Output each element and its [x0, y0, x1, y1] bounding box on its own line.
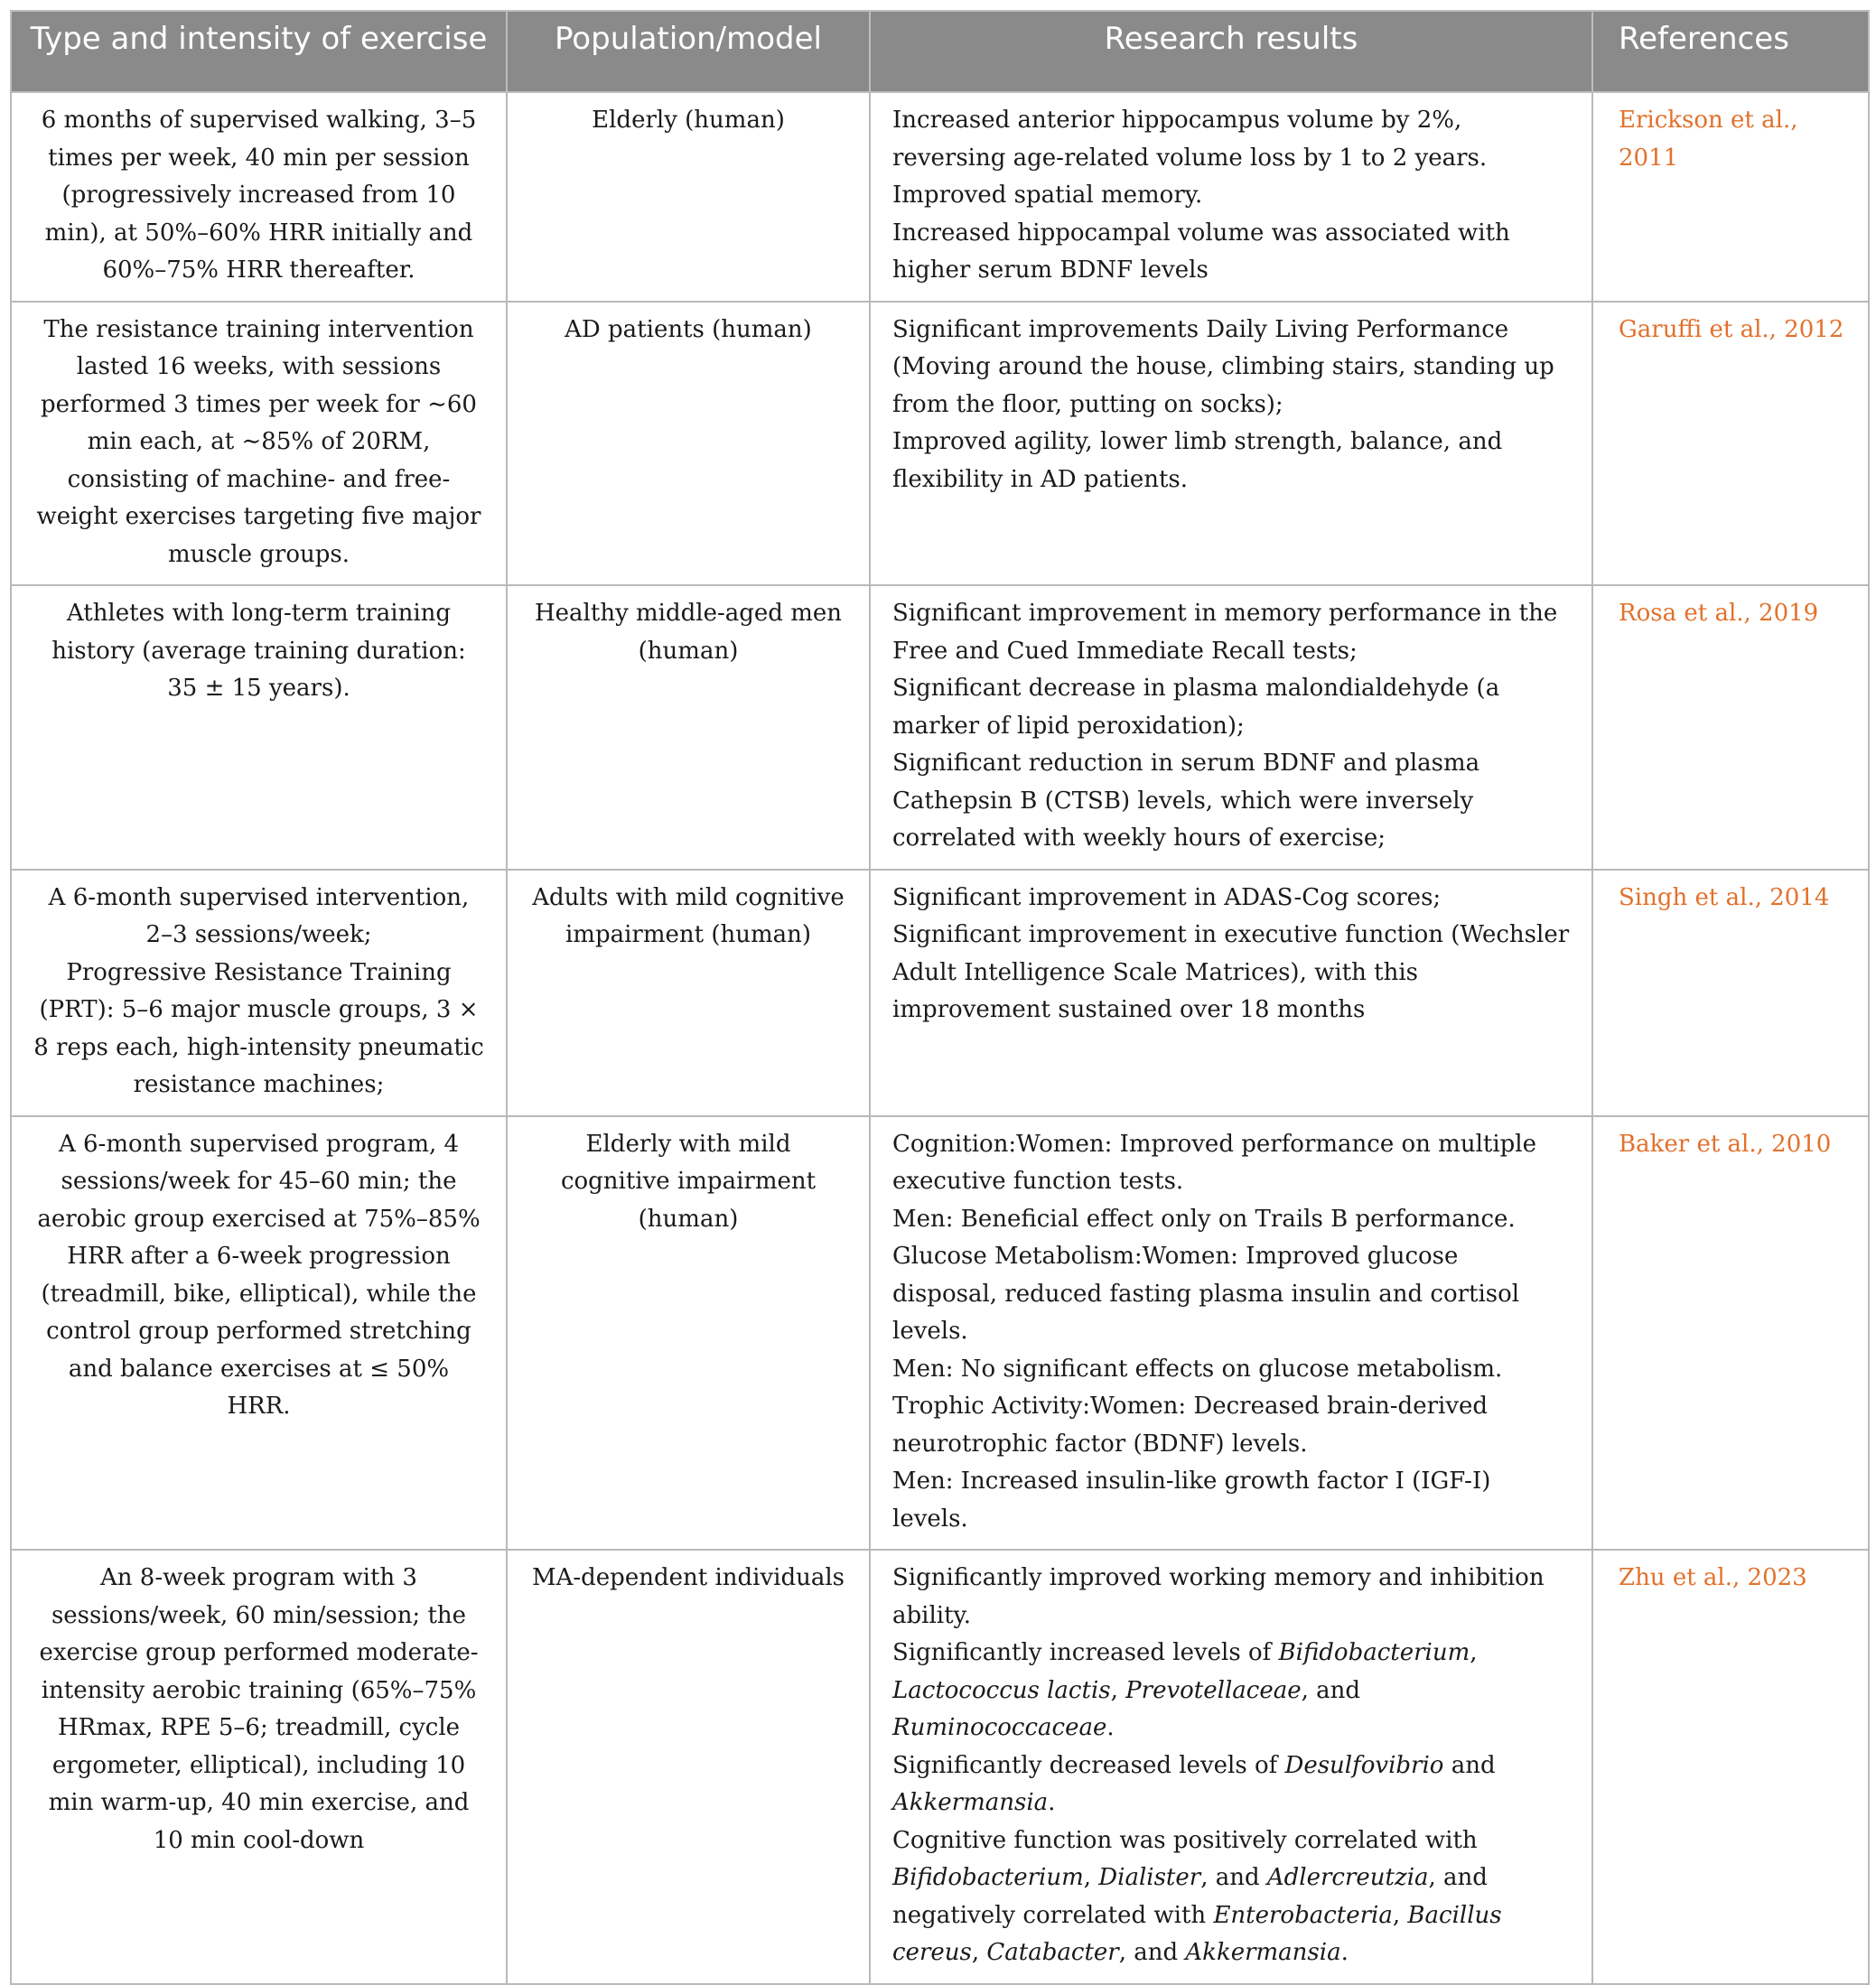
- table-row: [11, 92, 1869, 302]
- taxon-name: Akkermansia: [1185, 1939, 1341, 1966]
- taxon-name: Enterobacteria: [1213, 1901, 1393, 1929]
- cell-results: [870, 870, 1592, 1116]
- table-container: [10, 10, 1868, 1985]
- type-line: Progressive Resistance Training (PRT): 5–6 major muscle groups, 3 × 8 reps each, high-intensity pneumatic resistance machines;: [33, 958, 484, 1098]
- table-header: [11, 11, 1869, 92]
- result-line: Increased hippocampal volume was associated with higher serum BDNF levels: [892, 219, 1510, 284]
- result-line: Significant improvements Daily Living Performance (Moving around the house, climbing stairs, standing up from the floor, putting on socks);: [892, 315, 1554, 418]
- table-body: [11, 92, 1869, 1984]
- cell-results: [870, 302, 1592, 586]
- taxon-name: Bacillus cereus: [892, 1901, 1502, 1966]
- reference-link[interactable]: Rosa et al., 2019: [1592, 585, 1869, 870]
- table-row: [11, 1550, 1869, 1984]
- taxon-name: Catabacter: [986, 1939, 1119, 1966]
- header-row: [11, 11, 1869, 92]
- reference-link[interactable]: Zhu et al., 2023: [1592, 1550, 1869, 1984]
- result-line: Improved agility, lower limb strength, balance, and flexibility in AD patients.: [892, 428, 1503, 493]
- result-line: Significant reduction in serum BDNF and plasma Cathepsin B (CTSB) levels, which were inversely correlated with weekly hours of exercise;: [892, 750, 1480, 852]
- cell-population: Elderly (human): [507, 92, 870, 302]
- cell-type: [11, 870, 507, 1116]
- cell-results: [870, 92, 1592, 302]
- cell-population: AD patients (human): [507, 302, 870, 586]
- reference-link[interactable]: Singh et al., 2014: [1592, 870, 1869, 1116]
- table-row: [11, 870, 1869, 1116]
- result-line: Men: Beneficial effect only on Trails B performance.: [892, 1205, 1516, 1233]
- reference-link[interactable]: Baker et al., 2010: [1592, 1116, 1869, 1551]
- taxon-name: Bifidobacterium: [1278, 1639, 1470, 1666]
- header-type-intensity: Type and intensity of exercise: [11, 11, 507, 92]
- cell-type: The resistance training intervention lasted 16 weeks, with sessions performed 3 times per week for ∼60 min each, at ∼85% of 20RM, consisting of machine- and free-weight exercises targeting five major muscle groups.: [11, 302, 507, 586]
- taxon-name: Akkermansia: [892, 1789, 1049, 1816]
- result-line: Cognitive function was positively correlated with Bifidobacterium, Dialister, and Adlercreutzia, and negatively correlated with Enterobacteria, Bacillus cereus, Catabacter, and Akkermansia.: [892, 1826, 1502, 1966]
- header-population: Population/model: [507, 11, 870, 92]
- header-references: References: [1592, 11, 1869, 92]
- result-line: Significant decrease in plasma malondialdehyde (a marker of lipid peroxidation);: [892, 675, 1500, 740]
- result-line: Men: Increased insulin-like growth factor I (IGF-I) levels.: [892, 1468, 1491, 1533]
- taxon-name: Bifidobacterium: [892, 1864, 1084, 1891]
- header-results: Research results: [870, 11, 1592, 92]
- taxon-name: Desulfovibrio: [1284, 1751, 1444, 1779]
- cell-type: A 6-month supervised program, 4 sessions/week for 45–60 min; the aerobic group exercised at 75%–85% HRR after a 6-week progression (treadmill, bike, elliptical), while the control group performed stretching and balance exercises at ≤ 50% HRR.: [11, 1116, 507, 1551]
- taxon-name: Prevotellaceae: [1125, 1676, 1302, 1704]
- type-line: A 6-month supervised intervention, 2–3 sessions/week;: [48, 883, 470, 948]
- table-row: [11, 302, 1869, 586]
- cell-results: [870, 1550, 1592, 1984]
- exercise-research-table: [10, 10, 1870, 1985]
- result-line: Significantly improved working memory and inhibition ability.: [892, 1564, 1545, 1629]
- reference-link[interactable]: Erickson et al., 2011: [1592, 92, 1869, 302]
- cell-population: Adults with mild cognitive impairment (human): [507, 870, 870, 1116]
- result-line: Glucose Metabolism:Women: Improved glucose disposal, reduced fasting plasma insulin and cortisol levels.: [892, 1243, 1520, 1345]
- result-line: Significantly decreased levels of Desulfovibrio and Akkermansia.: [892, 1751, 1496, 1816]
- taxon-name: Dialister: [1098, 1864, 1201, 1891]
- result-line: Cognition:Women: Improved performance on multiple executive function tests.: [892, 1130, 1536, 1195]
- cell-type: An 8-week program with 3 sessions/week, 60 min/session; the exercise group performed moderate-intensity aerobic training (65%–75% HRmax, RPE 5–6; treadmill, cycle ergometer, elliptical), including 10 min warm-up, 40 min exercise, and 10 min cool-down: [11, 1550, 507, 1984]
- result-line: Increased anterior hippocampus volume by 2%, reversing age-related volume loss by 1 to 2 years.: [892, 107, 1488, 172]
- result-line: Improved spatial memory.: [892, 182, 1203, 209]
- taxon-name: Adlercreutzia: [1266, 1864, 1429, 1891]
- cell-type: 6 months of supervised walking, 3–5 times per week, 40 min per session (progressively increased from 10 min), at 50%–60% HRR initially and 60%–75% HRR thereafter.: [11, 92, 507, 302]
- cell-type: Athletes with long-term training history (average training duration: 35 ± 15 years).: [11, 585, 507, 870]
- result-line: Significantly increased levels of Bifidobacterium, Lactococcus lactis, Prevotellaceae, and Ruminococcaceae.: [892, 1639, 1478, 1741]
- reference-link[interactable]: Garuffi et al., 2012: [1592, 302, 1869, 586]
- cell-population: Healthy middle-aged men (human): [507, 585, 870, 870]
- result-line: Men: No significant effects on glucose metabolism.: [892, 1355, 1503, 1383]
- cell-population: Elderly with mild cognitive impairment (human): [507, 1116, 870, 1551]
- cell-results: [870, 1116, 1592, 1551]
- result-line: Significant improvement in executive function (Wechsler Adult Intelligence Scale Matrices), with this improvement sustained over 18 months: [892, 921, 1570, 1023]
- taxon-name: Ruminococcaceae: [892, 1714, 1107, 1741]
- result-line: Significant improvement in ADAS-Cog scores;: [892, 883, 1442, 911]
- cell-population: MA-dependent individuals: [507, 1550, 870, 1984]
- table-row: [11, 1116, 1869, 1551]
- cell-results: [870, 585, 1592, 870]
- table-row: [11, 585, 1869, 870]
- taxon-name: Lactococcus lactis: [892, 1676, 1111, 1704]
- result-line: Trophic Activity:Women: Decreased brain-derived neurotrophic factor (BDNF) levels.: [892, 1393, 1489, 1458]
- result-line: Significant improvement in memory performance in the Free and Cued Immediate Recall tests;: [892, 600, 1558, 665]
